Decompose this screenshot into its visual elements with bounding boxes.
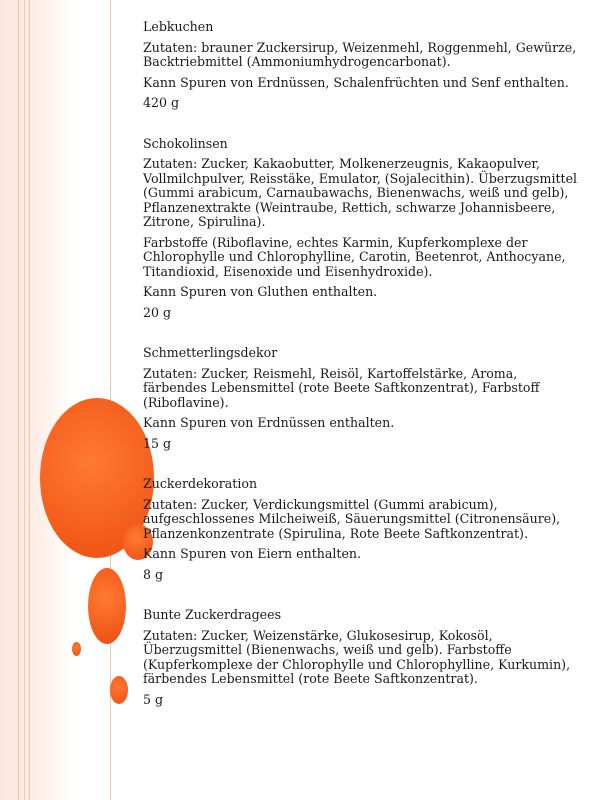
product-title: Schokolinsen	[143, 135, 228, 151]
vertical-rule-1	[18, 0, 19, 800]
vertical-rule-2	[24, 0, 25, 800]
product-title: Bunte Zuckerdragees	[143, 607, 282, 622]
sidebar-gradient	[0, 0, 72, 800]
ingredient-paragraph: Kann Spuren von Erdnüssen, Schalenfrüchten und Senf enthalten.	[143, 74, 569, 90]
product-section	[143, 137, 583, 321]
ingredient-paragraph: Zutaten: Zucker, Weizenstärke, Glukosesirup, Kokosöl, Überzugsmittel (Bienenwachs, weiß und gelb). Farbstoffe (Kupferkomplexe der Chlorophylle und Chlorophylline, Kurkumin), färbendes Lebensmittel (rote Beete Saftkonzentrat).	[143, 627, 571, 686]
ingredient-paragraph: Zutaten: Zucker, Reismehl, Reisöl, Kartoffelstärke, Aroma, färbendes Lebensmittel (rote Beete Saftkonzentrat), Farbstoff (Riboflavine).	[143, 365, 540, 410]
ingredient-list	[143, 20, 583, 733]
product-title: Lebkuchen	[143, 19, 214, 34]
product-weight: 8 g	[143, 566, 164, 582]
product-title: Schmetterlingsdekor	[143, 345, 278, 360]
product-section	[143, 608, 583, 707]
product-section	[143, 346, 583, 451]
product-title: Zuckerdekoration	[143, 476, 258, 491]
ingredient-paragraph: Farbstoffe (Riboflavine, echtes Karmin, Kupferkomplexe der Chlorophylle und Chlorophylline, Carotin, Beetenrot, Anthocyane, Titandioxid, Eisenoxide und Eisenhydroxide).	[143, 234, 566, 279]
ingredient-paragraph: Kann Spuren von Eiern enthalten.	[143, 546, 362, 561]
product-weight: 420 g	[143, 95, 180, 110]
ingredient-paragraph: Zutaten: Zucker, Kakaobutter, Molkenerzeugnis, Kakaopulver, Vollmilchpulver, Reisstäke, Emulator, (Sojalecithin). Überzugsmittel (Gummi arabicum, Carnaubawachs, Bienenwachs, weiß und gelb), Pflanzenextrakte (Weintraube, Rettich, schwarze Johannisbeere, Zitrone, Spirulina).	[143, 156, 578, 229]
decor-circle-small-bottom	[110, 676, 128, 704]
product-section	[143, 477, 583, 582]
decor-circle-medium	[88, 568, 126, 644]
ingredient-paragraph: Kann Spuren von Erdnüssen enthalten.	[143, 415, 395, 430]
product-section	[143, 20, 583, 111]
vertical-rule-3	[29, 0, 30, 800]
product-weight: 20 g	[143, 304, 172, 320]
product-weight: 5 g	[143, 691, 164, 707]
decor-circle-dot	[72, 642, 81, 656]
product-weight: 15 g	[143, 435, 172, 451]
ingredient-paragraph: Zutaten: brauner Zuckersirup, Weizenmehl, Roggenmehl, Gewürze, Backtriebmittel (Ammoniumhydrogencarbonat).	[143, 39, 577, 69]
ingredient-paragraph: Zutaten: Zucker, Verdickungsmittel (Gummi arabicum), aufgeschlossenes Milcheiweiß, Säuerungsmittel (Citronensäure), Pflanzenkonzentrate (Spirulina, Rote Beete Saftkonzentrat).	[143, 496, 561, 541]
ingredient-paragraph: Kann Spuren von Gluthen enthalten.	[143, 284, 378, 299]
